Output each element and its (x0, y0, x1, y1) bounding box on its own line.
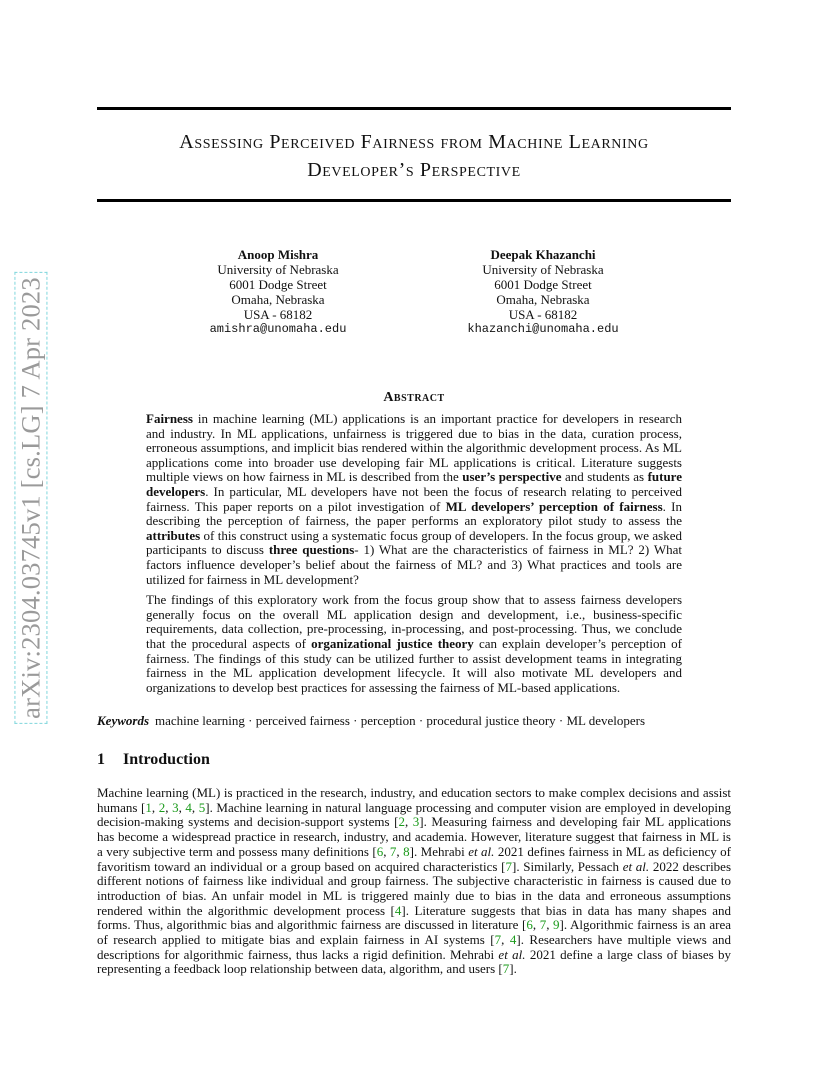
title-line-2: Developer’s Perspective (307, 159, 521, 181)
citation-link[interactable]: 7 (505, 858, 512, 874)
section-title: Introduction (123, 751, 210, 768)
citation-link[interactable]: 2 (398, 814, 405, 830)
citation-link[interactable]: 7 (539, 917, 547, 933)
author-country: USA - 68182 (243, 307, 313, 322)
citation-link[interactable]: 7 (502, 961, 510, 977)
abstract-text: and students as (561, 469, 648, 485)
arxiv-identifier[interactable]: arXiv:2304.03745v1 [cs.LG] 7 Apr 2023 (14, 272, 47, 724)
abstract-body (146, 412, 682, 701)
citation-link[interactable]: 8 (403, 843, 410, 859)
abstract-text: of this construct using a systematic focus group of developers. In the focus group, we asked participants to discuss (146, 527, 682, 558)
citation-link[interactable]: 2 (158, 799, 166, 815)
author-city: Omaha, Nebraska (496, 292, 590, 307)
body-text: ]. Researchers have multiple views and descriptions for algorithmic fairness, thus lacks a rigid definition. Mehrabi (97, 932, 732, 962)
abstract-text: . In describing the perception of fairness, the paper performs an exploratory pilot study to assess the (146, 498, 682, 529)
keywords (97, 713, 731, 729)
author-affiliation: University of Nebraska (217, 262, 339, 277)
body-text: 2022 describes different notions of fairness like individual and group fairness. The subjective characteristic in fairness is caused due to introduction of bias. An unfair model in ML is triggered mainly due to bias in the data and erroneous assumptions rendered within the algorithmic development process [ (97, 858, 732, 918)
author-affiliation: University of Nebraska (482, 262, 604, 277)
title-line-1: Assessing Perceived Fairness from Machine Learning (179, 131, 649, 153)
citation-link[interactable]: 7 (494, 932, 502, 948)
arxiv-sidebar (14, 258, 48, 738)
body-text: ]. Mehrabi (409, 843, 469, 859)
abstract-text: - 1) What are the characteristics of fairness in ML? 2) What factors influence developer’s belief about the fairness of ML? and 3) What practices and tools are utilized for fairness in ML development? (146, 542, 682, 587)
abstract-text: can explain developer’s perception of fairness. The findings of this study can be utilized further to assist development teams in integrating fairness in the ML application development lifecycle. It will also motivate ML developers and organizations to develop best practices for assessing the fairness of ML-based applications. (146, 635, 683, 695)
citation-link[interactable]: 7 (389, 843, 397, 859)
section-number: 1 (97, 751, 105, 768)
citation-link[interactable]: 3 (412, 814, 420, 830)
author-street: 6001 Dodge Street (229, 277, 327, 292)
author-name: Anoop Mishra (237, 247, 319, 262)
body-text: ]. Algorithmic fairness is an area of research applied to mitigate bias and explain fairness in AI systems [ (97, 917, 731, 948)
author-country: USA - 68182 (508, 307, 578, 322)
abstract-paragraph-2 (146, 593, 682, 695)
citation-link[interactable]: 5 (198, 799, 206, 815)
abstract-paragraph-1 (146, 412, 682, 587)
abstract-text: The findings of this exploratory work from the focus group show that to assess fairness developers generally focus on the overall ML application design and development, i.e., business-specific requirements, data collection, pre-processing, in-processing, and post-processing. Thus, we conclude that the procedural aspects of (146, 592, 682, 651)
citation-link[interactable]: 4 (509, 932, 517, 948)
section-heading-introduction (97, 751, 210, 769)
citation-link[interactable]: 1 (145, 799, 152, 815)
body-text: ]. Literature suggests that bias in data has many shapes and forms. Thus, algorithmic bias and algorithmic fairness are discussed in literature [ (97, 902, 731, 933)
body-text: Machine learning (ML) is practiced in the research, industry, and education sectors to make complex decisions and assist humans [ (97, 785, 731, 815)
body-text: ]. Machine learning in natural language processing and computer vision are employed in developing decision-making systems and decision-support systems [ (97, 799, 731, 830)
author-email[interactable]: khazanchi@unomaha.edu (467, 322, 619, 336)
citation-link[interactable]: 6 (376, 843, 384, 859)
et-al: et al. (622, 858, 650, 874)
author-email[interactable]: amishra@unomaha.edu (209, 322, 347, 336)
citation-link[interactable]: 9 (553, 917, 560, 933)
emphasis: future developers (146, 469, 682, 499)
et-al: et al. (498, 946, 526, 962)
citation-link[interactable]: 4 (185, 799, 192, 815)
author-block-2 (433, 247, 653, 337)
title-rule-top (97, 107, 731, 110)
author-name: Deepak Khazanchi (490, 247, 596, 262)
keywords-label: Keywords (97, 713, 149, 728)
et-al: et al. (468, 843, 495, 859)
emphasis: three questions (268, 542, 355, 558)
abstract-text: in machine learning (ML) applications is an important practice for developers in research and industry. In ML applications, unfairness is triggered due to bias in the data, curation process, erroneous assumptions, and implicit bias rendered within the algorithmic development process. As ML applications come into broader use developing fair ML applications is critical. Literature suggests multiple views on how fairness in ML is described from the (146, 411, 682, 485)
title-rule-bottom (97, 199, 731, 202)
citation-link[interactable]: 4 (394, 902, 402, 918)
emphasis: Fairness (146, 411, 193, 426)
citation-link[interactable]: 3 (172, 799, 179, 815)
emphasis: attributes (146, 527, 201, 543)
body-text: ]. Similarly, Pessach (511, 858, 623, 874)
body-text: 2021 define a large class of biases by representing a feedback loop relationship between data, algorithm, and users [ (97, 946, 731, 977)
body-text: 2021 defines fairness in ML as deficiency of favoritism toward an individual or a group based on acquired characteristics [ (97, 843, 732, 874)
body-text: ]. (509, 961, 517, 977)
abstract-text: . In particular, ML developers have not been the focus of research relating to perceived fairness. This paper reports on a pilot investigation of (146, 483, 682, 514)
paper-title (97, 128, 731, 184)
introduction-paragraph: Machine learning (ML) is practiced in the research, industry, and education sectors to make complex decisions and assist humans [1, 2, 3, 4, 5]. Machine learning in natural language processing and computer vision are employed in developing decision-making systems and decision-support systems [2, 3]. Measuring fairness and developing fair ML applications has become a widespread practice in research, industry, and academia. However, literature suggest that fairness in ML is a very subjective term and possess many definitions [6, 7, 8]. Mehrabi et al. 2021 defines fairness in ML as deficiency of favoritism toward an individual or a group based on acquired characteristics [7]. Similarly, Pessach et al. 2022 describes different notions of fairness like individual and group fairness. The subjective characteristic in fairness is caused due to introduction of bias. An unfair model in ML is triggered mainly due to bias in the data and erroneous assumptions rendered within the algorithmic development process [4]. Literature suggests that bias in data has many shapes and forms. Thus, algorithmic bias and algorithmic fairness are discussed in literature [6, 7, 9]. Algorithmic fairness is an area of research applied to mitigate bias and explain fairness in AI systems [7, 4]. Researchers have multiple views and descriptions for algorithmic fairness, thus lacks a rigid definition. Mehrabi et al. 2021 define a large class of biases by representing a feedback loop relationship between data, algorithm, and users [7]. (97, 785, 732, 977)
abstract-heading: Abstract (383, 390, 445, 405)
keywords-list: machine learning · perceived fairness · perception · procedural justice theory · ML developers (155, 713, 646, 728)
author-city: Omaha, Nebraska (231, 292, 325, 307)
emphasis: organizational justice theory (311, 635, 474, 651)
citation-link[interactable]: 6 (526, 917, 533, 933)
author-street: 6001 Dodge Street (494, 277, 592, 292)
emphasis: user’s perspective (462, 469, 562, 485)
body-text: ]. Measuring fairness and developing fair ML applications has become a widespread practice in research, industry, and academia. However, literature suggest that fairness in ML is a very subjective term and possess many definitions [ (97, 814, 732, 859)
emphasis: ML developers’ perception of fairness (445, 498, 663, 514)
author-block-1 (168, 247, 388, 337)
